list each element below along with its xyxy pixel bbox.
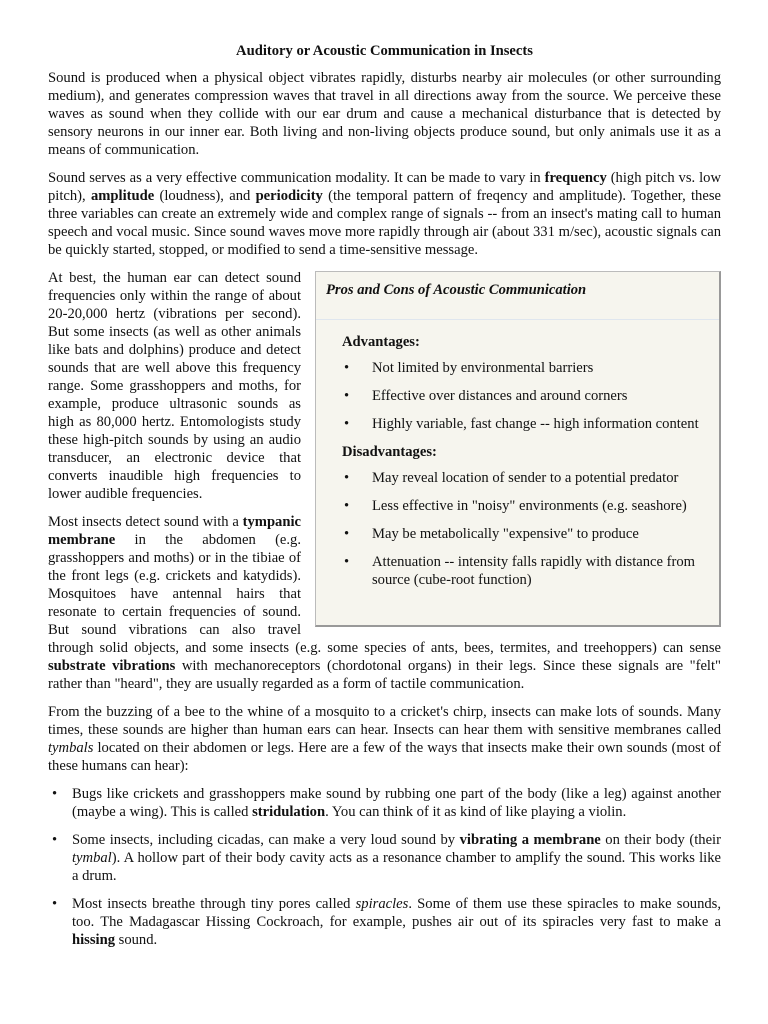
advantages-list xyxy=(342,359,709,433)
text: in the abdomen (e.g. grasshoppers and moths) or in the tibiae of the front legs (e.g. crickets and katydids). Mosquitoes have antennal hairs that resonate to certain frequencies of sound. But sound vibrations can also travel through solid objects, and some insects (e.g. some species of ants, bees, termites, and treehoppers) can sense xyxy=(48,532,721,656)
disadvantages-heading: Disadvantages: xyxy=(342,444,437,460)
document-title: Auditory or Acoustic Communication in Insects xyxy=(236,43,533,59)
list-item xyxy=(48,785,721,821)
text: . You can think of it as kind of like playing a violin. xyxy=(325,804,627,820)
text: on their body (their xyxy=(600,832,721,848)
sound-methods-list xyxy=(48,785,721,949)
text: Bugs like crickets and grasshoppers make sound by rubbing one part of the body (like a leg) against another (maybe a wing). This is called xyxy=(72,786,721,820)
paragraph-human-hearing: At best, the human ear can detect sound frequencies only within the range of about 20-20,000 hertz (vibrations per second). But some insects (as well as other animals like bats and dolphins) produce and detect sounds that are well above this frequency range. Some grasshoppers and moths, for example, produce ultrasonic sounds as high as 80,000 hertz. Entomologists study these high-pitch sounds by using an audio transducer, an electronic device that converts inaudible high frequencies to lower audible frequencies. xyxy=(48,270,301,502)
list-item: • Less effective in "noisy" environments (e.g. seashore) xyxy=(342,497,709,515)
text: (high pitch vs. low pitch), xyxy=(48,170,721,204)
list-item: • Highly variable, fast change -- high information content xyxy=(342,415,709,433)
text: Most insects detect sound with a xyxy=(48,514,243,530)
term-amplitude: amplitude xyxy=(90,188,155,204)
box-title: Pros and Cons of Acoustic Communication xyxy=(316,272,719,320)
list-item: • Effective over distances and around corners xyxy=(342,387,709,405)
text: (loudness), and xyxy=(154,188,256,204)
text: sound. xyxy=(115,932,158,948)
term-substrate-vibrations: substrate vibrations xyxy=(48,658,176,674)
list-item xyxy=(48,831,721,885)
term-periodicity: periodicity xyxy=(255,188,323,204)
term-tympanic-membrane: tympanic membrane xyxy=(48,514,301,548)
term-spiracles: spiracles xyxy=(355,896,409,912)
disadvantages-list xyxy=(342,469,709,589)
term-frequency: frequency xyxy=(544,170,607,186)
paragraph-sound-production: Sound is produced when a physical object vibrates rapidly, disturbs nearby air molecules (or other surrounding medium), and generates compression waves that travel in all directions away from the source. We perceive these waves as sound when they collide with our ear drum and cause a mechanical disturbance that is detected by sensory neurons in our inner ear. Both living and non-living objects produce sound, but only animals use it as a means of communication. xyxy=(48,70,721,158)
paragraph-modality xyxy=(48,169,721,259)
text: Some insects, including cicadas, can make a very loud sound by xyxy=(72,832,460,848)
list-item: • May be metabolically "expensive" to produce xyxy=(342,525,709,543)
text: Most insects breathe through tiny pores called xyxy=(72,896,356,912)
list-item: • Attenuation -- intensity falls rapidly with distance from source (cube-root function) xyxy=(342,553,709,589)
list-item: • Not limited by environmental barriers xyxy=(342,359,709,377)
text: From the buzzing of a bee to the whine of a mosquito to a cricket's chirp, insects can make lots of sounds. Many times, these sounds are higher than human ears can hear. Insects can hear them with sensitive membranes called xyxy=(48,704,721,738)
term-tymbal: tymbal xyxy=(72,850,112,866)
text: with mechanoreceptors (chordotonal organs) in their legs. Since these signals are "felt" rather than "heard", they are usually regarded as a form of tactile communication. xyxy=(48,658,721,692)
paragraph-insect-sounds xyxy=(48,703,721,775)
list-item: • May reveal location of sender to a potential predator xyxy=(342,469,709,487)
term-hissing: hissing xyxy=(72,932,115,948)
list-item xyxy=(48,895,721,949)
advantages-heading: Advantages: xyxy=(342,334,420,350)
term-stridulation: stridulation xyxy=(252,804,326,820)
text: . Some of them use these spiracles to make sounds, too. The Madagascar Hissing Cockroach, for example, pushes air out of its spiracles very fast to make a xyxy=(72,896,721,930)
text: (the temporal pattern of freqency and amplitude). Together, these three variables can create an extremely wide and complex range of signals -- from an insect's mating call to human speech and vocal music. Since sound waves move more rapidly through air (about 331 m/sec), acoustic signals can be quickly started, stopped, or modified to send a time-sensitive message. xyxy=(48,188,721,258)
text: ). A hollow part of their body cavity acts as a resonance chamber to amplify the sound. This works like a drum. xyxy=(72,850,721,884)
pros-cons-box xyxy=(315,271,721,627)
document-page xyxy=(48,42,721,959)
text: Sound serves as a very effective communication modality. It can be made to vary in xyxy=(48,170,545,186)
term-tymbals: tymbals xyxy=(48,740,94,756)
text: located on their abdomen or legs. Here are a few of the ways that insects make their own sounds (most of these humans can hear): xyxy=(48,740,721,774)
term-vibrating-membrane: vibrating a membrane xyxy=(459,832,601,848)
